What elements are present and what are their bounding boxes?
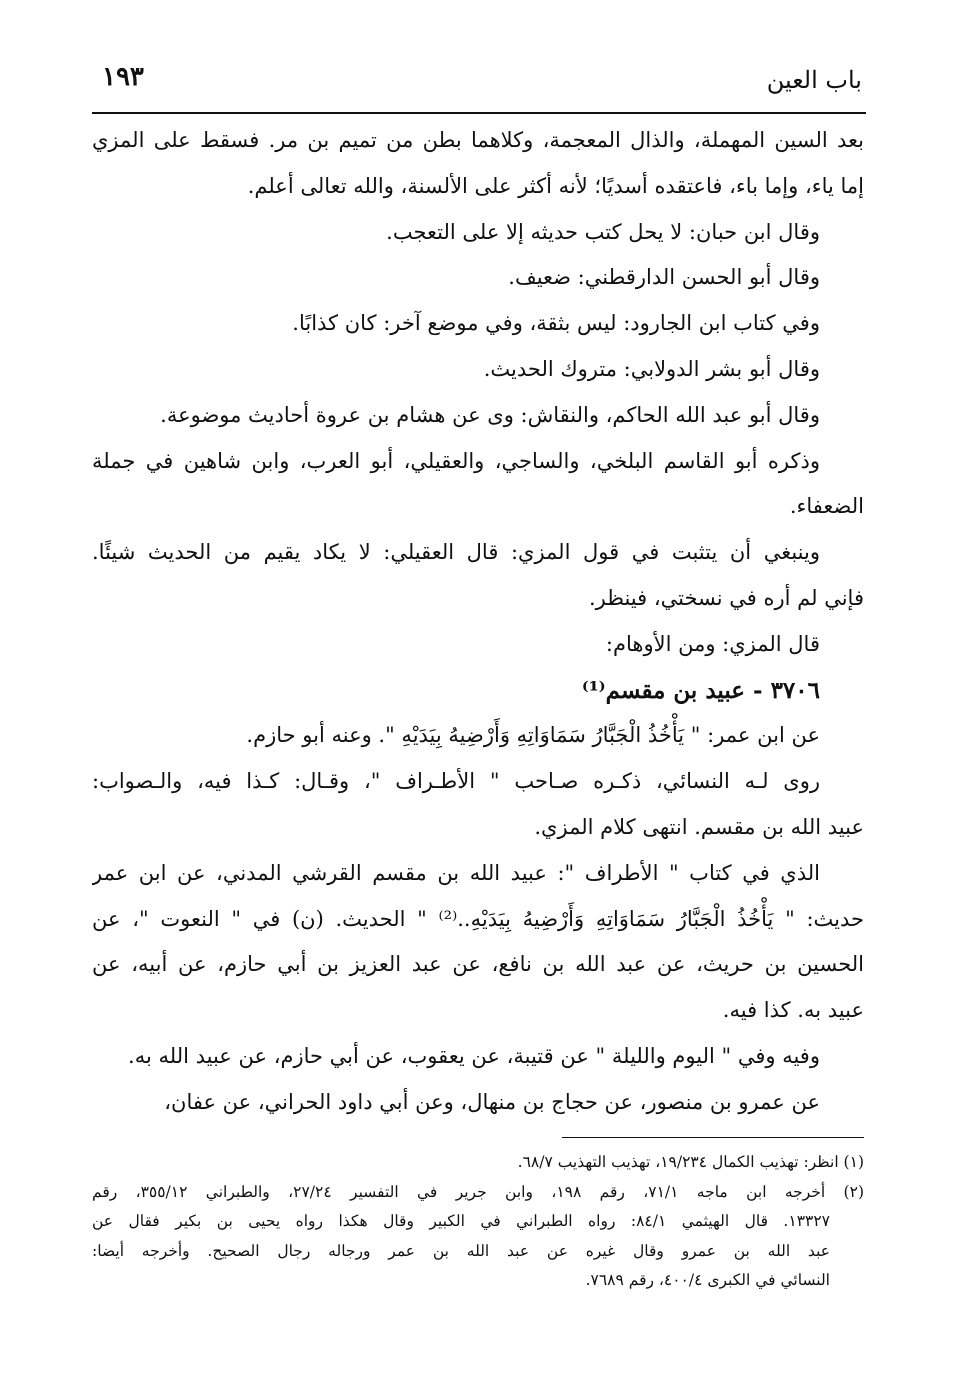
text-line: وذكره أبو القاسم البلخي، والساجي، والعقيلي، أبو العرب، وابن شاهين في جملة [92,448,820,473]
text-line: وقال أبو عبد الله الحاكم، والنقاش: وى عن هشام بن عروة أحاديث موضوعة. [160,402,820,427]
text-line: وفيه وفي " اليوم والليلة " عن قتيبة، عن يعقوب، عن أبي حازم، عن عبيد الله به. [128,1043,820,1068]
text-line: وفي كتاب ابن الجارود: ليس بثقة، وفي موضع آخر: كان كذابًا. [292,311,820,336]
text-line: وقال أبو بشر الدولابي: متروك الحديث. [483,356,820,381]
footnote-line: ١٣٣٢٧. قال الهيثمي ٨٤/١: رواه الطبراني في الكبير وقال هكذا رواه يحيى بن بكير فقال عن [92,1212,831,1231]
text-line: عن ابن عمر: " يَأْخُذُ الْجَبَّارُ سَمَاوَاتِهِ وَأَرْضِيهُ بِيَدَيْهِ ". وعنه أبو حازم. [246,723,820,748]
text-line: وقال ابن حبان: لا يحل كتب حديثه إلا على التعجب. [386,219,820,244]
entry-heading: ٣٧٠٦ - عبيد بن مقسم⁽¹⁾ [581,676,820,704]
text-line: عبيد به. كذا فيه. [722,998,864,1023]
chapter-title: باب العين [766,66,862,94]
text-line: وينبغي أن يتثبت في قول المزي: قال العقيلي: لا يكاد يقيم من الحديث شيئًا. [92,540,820,565]
header-divider [92,112,866,114]
page-number: ١٩٣ [102,62,144,92]
footnote-line: النسائي في الكبرى ٤٠٠/٤، رقم ٧٦٨٩. [585,1271,830,1290]
text-line: الذي في كتاب " الأطراف ": عبيد الله بن مقسم القرشي المدني، عن ابن عمر [92,860,820,885]
running-header [96,58,862,98]
footnote-line: عبد الله بن عمرو وقال غيره عن عبد الله بن عمر ورجاله رجال الصحيح. وأخرجه أيضا: [92,1241,830,1260]
footnote-divider [562,1137,864,1138]
main-text [92,118,864,1126]
text-line: وقال أبو الحسن الدارقطني: ضعيف. [508,265,820,290]
text-line: بعد السين المهملة، والذال المعجمة، وكلاهما بطن من تميم بن مر. فسقط على المزي [92,128,864,152]
text-line: عن عمرو بن منصور، عن حجاج بن منهال، وعن أبي داود الحراني، عن عفان، [164,1089,820,1114]
text-line: الحسين بن حريث، عن عبد الله بن نافع، عن عبد العزيز بن أبي حازم، عن أبيه، عن [92,952,864,977]
text-line: قال المزي: ومن الأوهام: [605,631,820,656]
text-line: حديث: " يَأْخُذُ الْجَبَّارُ سَمَاوَاتِهِ وَأَرْضِيهُ بِيَدَيْهِ..⁽²⁾ " الحديث. (ن) في " النعوت "، عن [92,906,864,931]
footnotes [92,1148,864,1296]
text-line: فإني لم أره في نسختي، فينظر. [588,585,864,610]
text-line: عبيد الله بن مقسم. انتهى كلام المزي. [534,814,864,839]
footnote-line: (٢) أخرجه ابن ماجه ٧١/١، رقم ١٩٨، وابن جرير في التفسير ٢٧/٢٤، والطبراني ٣٥٥/١٢، رقم [92,1182,864,1201]
text-line: الضعفاء. [789,494,864,519]
footnote-line: (١) انظر: تهذيب الكمال ١٩/٢٣٤، تهذيب التهذيب ٦٨/٧. [517,1153,864,1171]
text-line: إما ياء، وإما باء، فاعتقده أسديًا؛ لأنه أكثر على الألسنة، والله تعالى أعلم. [247,173,864,198]
text-line: روى لـه النسائي، ذكـره صـاحب " الأطـراف "، وقـال: كـذا فيه، والـصواب: [92,769,820,794]
